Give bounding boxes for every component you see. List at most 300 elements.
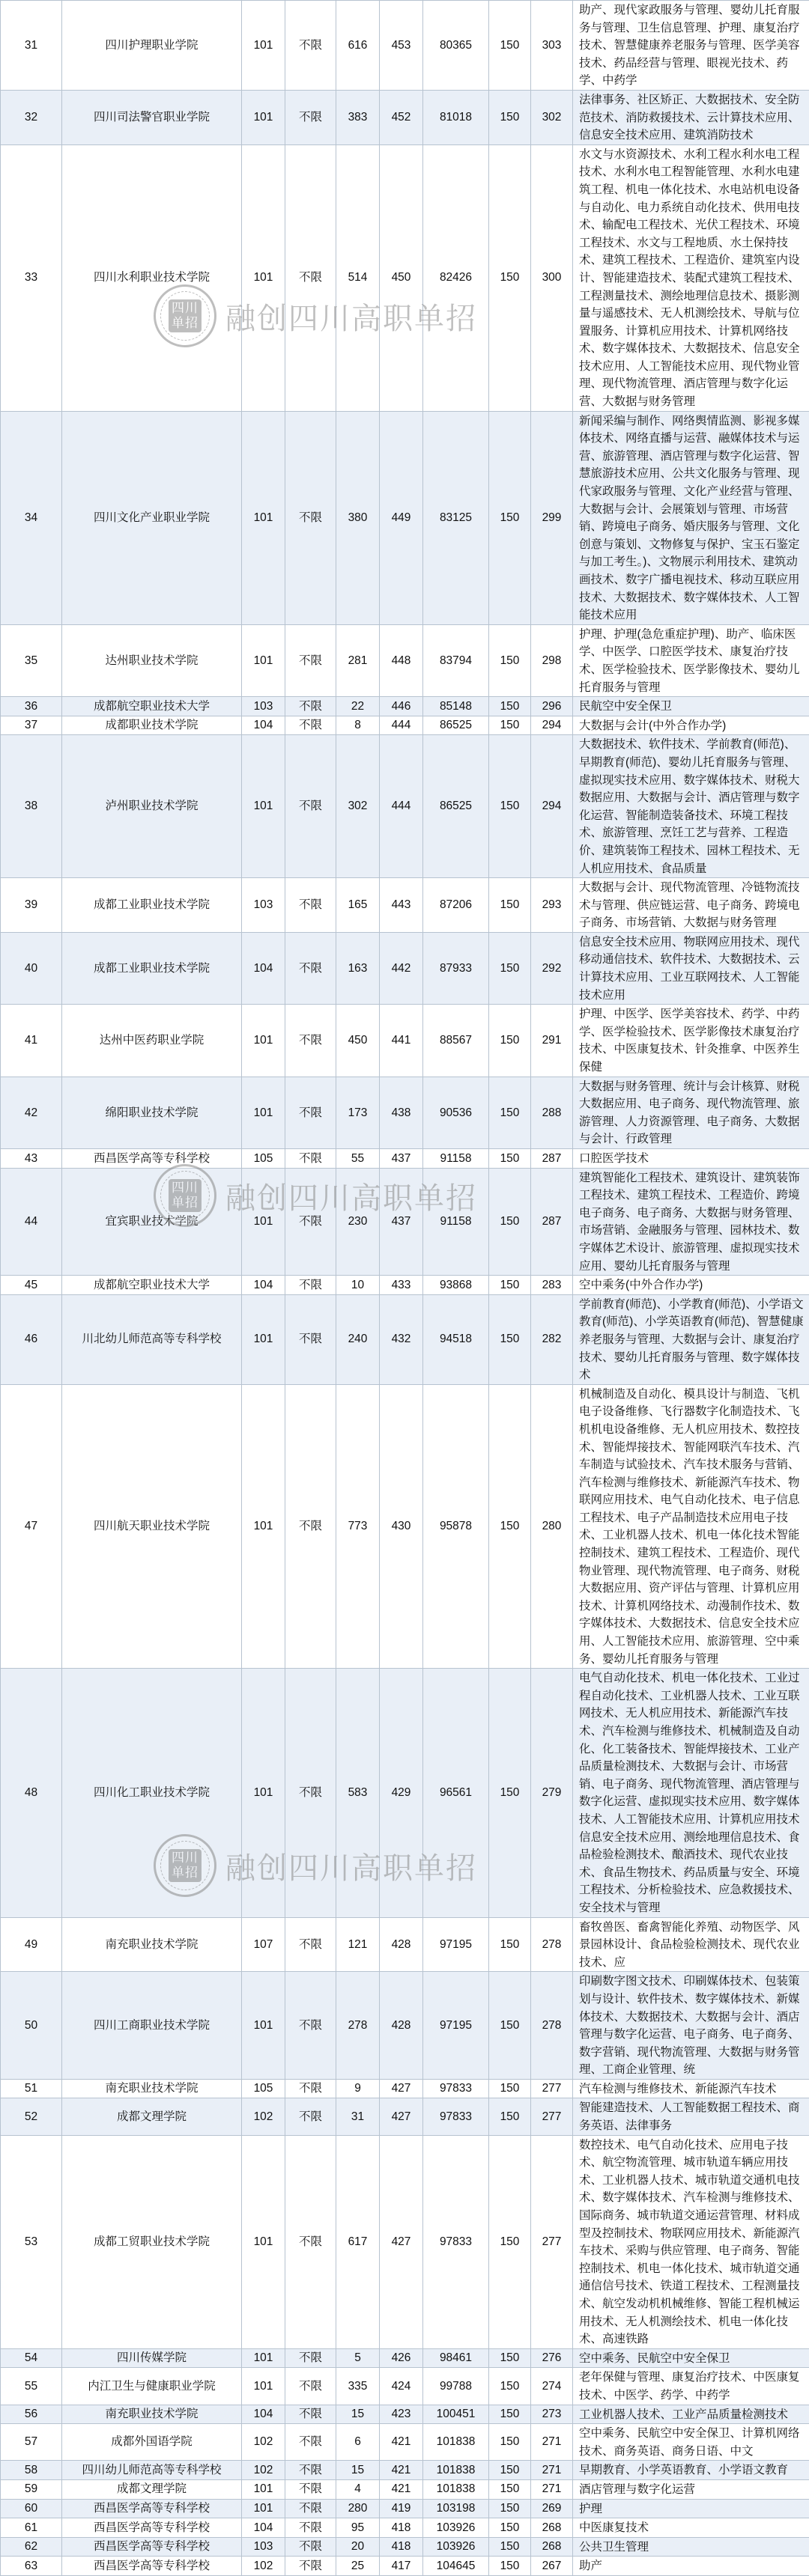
cell-majors: 信息安全技术应用、物联网应用技术、现代移动通信技术、软件技术、大数据技术、云计算技术应用、工业互联网技术、人工智能技术应用 bbox=[573, 932, 809, 1004]
cell-group-code: 105 bbox=[242, 2079, 285, 2098]
table-row bbox=[1, 1917, 809, 1972]
cell-school: 南充职业技术学院 bbox=[62, 1917, 242, 1972]
table-row bbox=[1, 932, 809, 1004]
cell-group-code: 101 bbox=[242, 2499, 285, 2518]
cell-min-rank: 97195 bbox=[423, 1972, 489, 2080]
cell-requirement: 不限 bbox=[285, 2348, 336, 2368]
cell-requirement: 不限 bbox=[285, 2557, 336, 2576]
cell-majors: 建筑智能化工程技术、建筑设计、建筑装饰工程技术、建筑工程技术、工程造价、跨境电子商务、电子商务、大数据与财务管理、市场营销、金融服务与管理、园林技术、数字媒体艺术设计、旅游管理、虚拟现实技术应用、婴幼儿托育服务与管理 bbox=[573, 1168, 809, 1276]
cell-min-score: 418 bbox=[380, 2518, 423, 2538]
cell-requirement: 不限 bbox=[285, 1669, 336, 1917]
cell-school: 成都文理学院 bbox=[62, 2479, 242, 2499]
cell-other-score: 271 bbox=[531, 2479, 573, 2499]
cell-full-score: 150 bbox=[489, 1149, 531, 1169]
cell-plan-count: 281 bbox=[336, 624, 380, 696]
cell-min-score: 433 bbox=[380, 1276, 423, 1295]
cell-full-score: 150 bbox=[489, 878, 531, 933]
cell-school: 西昌医学高等专科学校 bbox=[62, 2557, 242, 2576]
cell-majors: 老年保健与管理、康复治疗技术、中医康复技术、中医学、药学、中药学 bbox=[573, 2368, 809, 2405]
cell-school: 成都航空职业技术大学 bbox=[62, 697, 242, 716]
watermark-text: 融创四川高职单招 bbox=[225, 1175, 477, 1217]
cell-requirement: 不限 bbox=[285, 735, 336, 878]
cell-full-score: 150 bbox=[489, 1972, 531, 2080]
cell-school: 南充职业技术学院 bbox=[62, 2405, 242, 2424]
cell-majors: 机械制造及自动化、模具设计与制造、飞机电子设备维修、飞行器数字化制造技术、飞机机电设备维修、无人机应用技术、数控技术、智能焊接技术、智能网联汽车技术、汽车制造与试验技术、汽车技术服务与营销、汽车检测与维修技术、新能源汽车技术、物联网应用技术、电气自动化技术、电子信息工程技术、电子产品制造技术应用电子技术、工业机器人技术、机电一体化技术智能控制技术、建筑工程技术、工程造价、现代物业管理、现代物流管理、电子商务、财税大数据应用、资产评估与管理、计算机应用技术、计算机网络技术、动漫制作技术、数字媒体技术、大数据技术、信息安全技术应用、人工智能技术应用、旅游管理、空中乘务、婴幼儿托育服务与管理 bbox=[573, 1384, 809, 1669]
cell-number: 32 bbox=[1, 90, 62, 144]
cell-min-score: 438 bbox=[380, 1077, 423, 1148]
cell-min-score: 421 bbox=[380, 2461, 423, 2480]
cell-plan-count: 165 bbox=[336, 878, 380, 933]
cell-min-rank: 98461 bbox=[423, 2348, 489, 2368]
cell-number: 63 bbox=[1, 2557, 62, 2576]
table-row bbox=[1, 2557, 809, 2576]
cell-school: 绵阳职业技术学院 bbox=[62, 1077, 242, 1148]
cell-requirement: 不限 bbox=[285, 1384, 336, 1669]
table-row bbox=[1, 2499, 809, 2518]
cell-school: 成都文理学院 bbox=[62, 2098, 242, 2135]
cell-full-score: 150 bbox=[489, 1, 531, 91]
cell-group-code: 101 bbox=[242, 1669, 285, 1917]
cell-requirement: 不限 bbox=[285, 932, 336, 1004]
cell-min-rank: 91158 bbox=[423, 1149, 489, 1169]
cell-other-score: 287 bbox=[531, 1149, 573, 1169]
cell-full-score: 150 bbox=[489, 2098, 531, 2135]
cell-school: 成都工业职业技术学院 bbox=[62, 932, 242, 1004]
table-row bbox=[1, 2348, 809, 2368]
cell-plan-count: 383 bbox=[336, 90, 380, 144]
cell-other-score: 268 bbox=[531, 2518, 573, 2538]
cell-full-score: 150 bbox=[489, 411, 531, 624]
cell-group-code: 103 bbox=[242, 697, 285, 716]
cell-group-code: 104 bbox=[242, 2518, 285, 2538]
cell-school: 西昌医学高等专科学校 bbox=[62, 2518, 242, 2538]
cell-other-score: 278 bbox=[531, 1972, 573, 2080]
cell-school: 四川水利职业技术学院 bbox=[62, 144, 242, 411]
cell-min-score: 453 bbox=[380, 1, 423, 91]
cell-group-code: 101 bbox=[242, 2348, 285, 2368]
cell-plan-count: 95 bbox=[336, 2518, 380, 2538]
cell-number: 61 bbox=[1, 2518, 62, 2538]
cell-other-score: 294 bbox=[531, 716, 573, 735]
cell-number: 50 bbox=[1, 1972, 62, 2080]
cell-min-rank: 87206 bbox=[423, 878, 489, 933]
cell-plan-count: 4 bbox=[336, 2479, 380, 2499]
cell-number: 31 bbox=[1, 1, 62, 91]
cell-number: 46 bbox=[1, 1294, 62, 1384]
cell-requirement: 不限 bbox=[285, 2405, 336, 2424]
cell-group-code: 105 bbox=[242, 1149, 285, 1169]
table-row bbox=[1, 624, 809, 696]
cell-majors: 空中乘务、民航空中安全保卫、计算机网络技术、商务英语、商务日语、中文 bbox=[573, 2424, 809, 2461]
cell-requirement: 不限 bbox=[285, 1168, 336, 1276]
cell-requirement: 不限 bbox=[285, 2479, 336, 2499]
cell-other-score: 300 bbox=[531, 144, 573, 411]
cell-school: 西昌医学高等专科学校 bbox=[62, 2499, 242, 2518]
cell-school: 南充职业技术学院 bbox=[62, 2079, 242, 2098]
cell-number: 52 bbox=[1, 2098, 62, 2135]
cell-requirement: 不限 bbox=[285, 1276, 336, 1295]
cell-min-score: 428 bbox=[380, 1972, 423, 2080]
cell-other-score: 280 bbox=[531, 1384, 573, 1669]
cell-other-score: 294 bbox=[531, 735, 573, 878]
cell-majors: 护理 bbox=[573, 2499, 809, 2518]
cell-group-code: 101 bbox=[242, 411, 285, 624]
cell-group-code: 101 bbox=[242, 624, 285, 696]
cell-school: 西昌医学高等专科学校 bbox=[62, 1149, 242, 1169]
cell-plan-count: 280 bbox=[336, 2499, 380, 2518]
cell-full-score: 150 bbox=[489, 1077, 531, 1148]
table-row bbox=[1, 878, 809, 933]
table-row bbox=[1, 2368, 809, 2405]
cell-majors: 印刷数字图文技术、印刷媒体技术、包装策划与设计、软件技术、数字媒体技术、新媒体技术、大数据技术、大数据与会计、酒店管理与数字化运营、电子商务、电子商务、数字营销、现代物流管理、大数据与财务管理、工商企业管理、统 bbox=[573, 1972, 809, 2080]
cell-number: 42 bbox=[1, 1077, 62, 1148]
cell-group-code: 101 bbox=[242, 1168, 285, 1276]
cell-plan-count: 5 bbox=[336, 2348, 380, 2368]
cell-min-rank: 103926 bbox=[423, 2518, 489, 2538]
cell-number: 54 bbox=[1, 2348, 62, 2368]
cell-plan-count: 15 bbox=[336, 2461, 380, 2480]
cell-full-score: 150 bbox=[489, 2368, 531, 2405]
cell-number: 44 bbox=[1, 1168, 62, 1276]
cell-school: 宜宾职业技术学院 bbox=[62, 1168, 242, 1276]
cell-other-score: 296 bbox=[531, 697, 573, 716]
cell-min-score: 421 bbox=[380, 2479, 423, 2499]
cell-min-score: 427 bbox=[380, 2079, 423, 2098]
cell-min-score: 432 bbox=[380, 1294, 423, 1384]
cell-min-rank: 93868 bbox=[423, 1276, 489, 1295]
cell-group-code: 107 bbox=[242, 1917, 285, 1972]
cell-min-rank: 97833 bbox=[423, 2135, 489, 2348]
cell-majors: 民航空中安全保卫 bbox=[573, 697, 809, 716]
cell-majors: 中医康复技术 bbox=[573, 2518, 809, 2538]
cell-group-code: 102 bbox=[242, 2461, 285, 2480]
cell-plan-count: 616 bbox=[336, 1, 380, 91]
cell-majors: 公共卫生管理 bbox=[573, 2537, 809, 2557]
cell-number: 35 bbox=[1, 624, 62, 696]
cell-min-rank: 97833 bbox=[423, 2079, 489, 2098]
cell-requirement: 不限 bbox=[285, 2098, 336, 2135]
cell-group-code: 104 bbox=[242, 932, 285, 1004]
table-row bbox=[1, 2098, 809, 2135]
cell-plan-count: 8 bbox=[336, 716, 380, 735]
cell-other-score: 303 bbox=[531, 1, 573, 91]
cell-requirement: 不限 bbox=[285, 697, 336, 716]
cell-school: 内江卫生与健康职业学院 bbox=[62, 2368, 242, 2405]
table-row bbox=[1, 1, 809, 91]
cell-group-code: 101 bbox=[242, 1, 285, 91]
cell-school: 四川化工职业技术学院 bbox=[62, 1669, 242, 1917]
cell-min-rank: 80365 bbox=[423, 1, 489, 91]
cell-number: 33 bbox=[1, 144, 62, 411]
cell-number: 59 bbox=[1, 2479, 62, 2499]
cell-other-score: 268 bbox=[531, 2537, 573, 2557]
cell-number: 62 bbox=[1, 2537, 62, 2557]
cell-min-rank: 94518 bbox=[423, 1294, 489, 1384]
cell-other-score: 269 bbox=[531, 2499, 573, 2518]
cell-min-rank: 81018 bbox=[423, 90, 489, 144]
cell-full-score: 150 bbox=[489, 2079, 531, 2098]
table-row bbox=[1, 2424, 809, 2461]
cell-majors: 水文与水资源技术、水利工程水利水电工程技术、水利水电工程智能管理、水利水电建筑工程、机电一体化技术、水电站机电设备与自动化、电力系统自动化技术、供用电技术、输配电工程技术、光伏工程技术、环境工程技术、水文与工程地质、水土保持技术、建筑工程技术、工程造价、建筑室内设计、智能建造技术、装配式建筑工程技术、工程测量技术、测绘地理信息技术、摄影测量与遥感技术、无人机测绘技术、导航与位置服务、计算机应用技术、计算机网络技术、数字媒体技术、大数据技术、信息安全技术应用、人工智能技术应用、现代物业管理、现代物流管理、酒店管理与数字化运营、大数据与财务管理 bbox=[573, 144, 809, 411]
cell-min-score: 419 bbox=[380, 2499, 423, 2518]
cell-min-rank: 97833 bbox=[423, 2098, 489, 2135]
cell-majors: 新闻采编与制作、网络舆情监测、影视多媒体技术、网络直播与运营、融媒体技术与运营、旅游管理、酒店管理与数字化运营、智慧旅游技术应用、公共文化服务与管理、现代家政服务与管理、文化产业经营与管理、大数据与会计、会展策划与管理、市场营销、跨境电子商务、婚庆服务与管理、文化创意与策划、文物修复与保护、宝玉石鉴定与加工考生。)、文物展示利用技术、建筑动画技术、数字广播电视技术、移动互联应用技术、大数据技术、数字媒体技术、人工智能技术应用 bbox=[573, 411, 809, 624]
cell-plan-count: 240 bbox=[336, 1294, 380, 1384]
cell-plan-count: 22 bbox=[336, 697, 380, 716]
cell-number: 45 bbox=[1, 1276, 62, 1295]
cell-school: 达州中医药职业学院 bbox=[62, 1005, 242, 1077]
cell-min-score: 437 bbox=[380, 1168, 423, 1276]
cell-full-score: 150 bbox=[489, 2479, 531, 2499]
cell-plan-count: 450 bbox=[336, 1005, 380, 1077]
cell-group-code: 101 bbox=[242, 1005, 285, 1077]
cell-number: 41 bbox=[1, 1005, 62, 1077]
cell-min-score: 426 bbox=[380, 2348, 423, 2368]
cell-school: 西昌医学高等专科学校 bbox=[62, 2537, 242, 2557]
table-row bbox=[1, 2461, 809, 2480]
cell-min-score: 430 bbox=[380, 1384, 423, 1669]
cell-min-score: 448 bbox=[380, 624, 423, 696]
cell-majors: 学前教育(师范)、小学教育(师范)、小学语文教育(师范)、小学英语教育(师范)、智慧健康养老服务与管理、大数据与会计、康复治疗技术、婴幼儿托育服务与管理、数字媒体技术 bbox=[573, 1294, 809, 1384]
cell-majors: 数控技术、电气自动化技术、应用电子技术、航空物流管理、城市轨道车辆应用技术、工业机器人技术、城市轨道交通机电技术、数字媒体技术、汽车检测与维修技术、国际商务、城市轨道交通运营管理、材料成型及控制技术、物联网应用技术、新能源汽车技术、采购与供应管理、电子商务、智能控制技术、机电一体化技术、城市轨道交通通信信号技术、铁道工程技术、工程测量技术、航空发动机机械维修、智能工程机械运用技术、无人机测绘技术、机电一体化技术、高速铁路 bbox=[573, 2135, 809, 2348]
cell-number: 43 bbox=[1, 1149, 62, 1169]
cell-majors: 早期教育、小学英语教育、小学语文教育 bbox=[573, 2461, 809, 2480]
cell-number: 36 bbox=[1, 697, 62, 716]
cell-min-rank: 86525 bbox=[423, 716, 489, 735]
cell-number: 48 bbox=[1, 1669, 62, 1917]
cell-number: 55 bbox=[1, 2368, 62, 2405]
cell-min-score: 421 bbox=[380, 2424, 423, 2461]
table-row bbox=[1, 1276, 809, 1295]
table-row bbox=[1, 2518, 809, 2538]
cell-min-rank: 100451 bbox=[423, 2405, 489, 2424]
cell-number: 40 bbox=[1, 932, 62, 1004]
cell-plan-count: 9 bbox=[336, 2079, 380, 2098]
cell-other-score: 271 bbox=[531, 2424, 573, 2461]
cell-requirement: 不限 bbox=[285, 2499, 336, 2518]
cell-school: 四川传媒学院 bbox=[62, 2348, 242, 2368]
cell-plan-count: 335 bbox=[336, 2368, 380, 2405]
cell-min-score: 441 bbox=[380, 1005, 423, 1077]
cell-plan-count: 10 bbox=[336, 1276, 380, 1295]
cell-full-score: 150 bbox=[489, 2518, 531, 2538]
cell-min-rank: 88567 bbox=[423, 1005, 489, 1077]
watermark-text: 融创四川高职单招 bbox=[225, 295, 477, 338]
cell-full-score: 150 bbox=[489, 1294, 531, 1384]
table-row bbox=[1, 2537, 809, 2557]
cell-number: 37 bbox=[1, 716, 62, 735]
cell-group-code: 101 bbox=[242, 144, 285, 411]
cell-majors: 大数据技术、软件技术、学前教育(师范)、早期教育(师范)、婴幼儿托育服务与管理、虚拟现实技术应用、数字媒体技术、财税大数据应用、大数据与会计、酒店管理与数字化运营、智能制造装备技术、环境工程技术、旅游管理、烹饪工艺与营养、工程造价、建筑装饰工程技术、园林工程技术、无人机应用技术、食品质量 bbox=[573, 735, 809, 878]
cell-number: 58 bbox=[1, 2461, 62, 2480]
cell-full-score: 150 bbox=[489, 1276, 531, 1295]
table-row bbox=[1, 1149, 809, 1169]
cell-full-score: 150 bbox=[489, 932, 531, 1004]
cell-group-code: 104 bbox=[242, 2405, 285, 2424]
cell-min-score: 449 bbox=[380, 411, 423, 624]
cell-group-code: 101 bbox=[242, 1294, 285, 1384]
cell-plan-count: 514 bbox=[336, 144, 380, 411]
cell-other-score: 291 bbox=[531, 1005, 573, 1077]
cell-requirement: 不限 bbox=[285, 624, 336, 696]
cell-plan-count: 617 bbox=[336, 2135, 380, 2348]
cell-requirement: 不限 bbox=[285, 2079, 336, 2098]
cell-plan-count: 380 bbox=[336, 411, 380, 624]
table-row bbox=[1, 144, 809, 411]
cell-full-score: 150 bbox=[489, 2537, 531, 2557]
cell-min-rank: 83794 bbox=[423, 624, 489, 696]
cell-min-rank: 83125 bbox=[423, 411, 489, 624]
cell-other-score: 299 bbox=[531, 411, 573, 624]
cell-min-rank: 95878 bbox=[423, 1384, 489, 1669]
watermark-seal-text: 四川单招 bbox=[169, 299, 202, 332]
table-row bbox=[1, 1168, 809, 1276]
cell-school: 成都工业职业技术学院 bbox=[62, 878, 242, 933]
cell-majors: 助产、现代家政服务与管理、婴幼儿托育服务与管理、卫生信息管理、护理、康复治疗技术、智慧健康养老服务与管理、医学美容技术、药品经营与管理、眼视光技术、药学、中药学 bbox=[573, 1, 809, 91]
cell-requirement: 不限 bbox=[285, 144, 336, 411]
cell-full-score: 150 bbox=[489, 624, 531, 696]
cell-majors: 助产 bbox=[573, 2557, 809, 2576]
cell-min-score: 443 bbox=[380, 878, 423, 933]
cell-majors: 畜牧兽医、畜禽智能化养殖、动物医学、风景园林设计、食品检验检测技术、现代农业技术、应 bbox=[573, 1917, 809, 1972]
cell-min-rank: 82426 bbox=[423, 144, 489, 411]
cell-full-score: 150 bbox=[489, 1005, 531, 1077]
cell-number: 49 bbox=[1, 1917, 62, 1972]
cell-other-score: 277 bbox=[531, 2135, 573, 2348]
cell-requirement: 不限 bbox=[285, 2368, 336, 2405]
cell-school: 四川司法警官职业学院 bbox=[62, 90, 242, 144]
cell-group-code: 102 bbox=[242, 2098, 285, 2135]
table-row bbox=[1, 2479, 809, 2499]
cell-group-code: 101 bbox=[242, 1077, 285, 1148]
cell-plan-count: 163 bbox=[336, 932, 380, 1004]
cell-group-code: 101 bbox=[242, 1384, 285, 1669]
cell-requirement: 不限 bbox=[285, 1294, 336, 1384]
cell-requirement: 不限 bbox=[285, 1149, 336, 1169]
cell-other-score: 288 bbox=[531, 1077, 573, 1148]
cell-min-score: 424 bbox=[380, 2368, 423, 2405]
cell-requirement: 不限 bbox=[285, 1005, 336, 1077]
cell-number: 60 bbox=[1, 2499, 62, 2518]
cell-requirement: 不限 bbox=[285, 2424, 336, 2461]
cell-min-rank: 101838 bbox=[423, 2424, 489, 2461]
cell-min-score: 450 bbox=[380, 144, 423, 411]
table-row bbox=[1, 411, 809, 624]
cell-other-score: 282 bbox=[531, 1294, 573, 1384]
table-row bbox=[1, 716, 809, 735]
cell-group-code: 104 bbox=[242, 1276, 285, 1295]
cell-plan-count: 302 bbox=[336, 735, 380, 878]
table-row bbox=[1, 697, 809, 716]
cell-min-score: 423 bbox=[380, 2405, 423, 2424]
cell-requirement: 不限 bbox=[285, 2461, 336, 2480]
cell-min-score: 417 bbox=[380, 2557, 423, 2576]
cell-requirement: 不限 bbox=[285, 2135, 336, 2348]
cell-min-rank: 103926 bbox=[423, 2537, 489, 2557]
cell-plan-count: 25 bbox=[336, 2557, 380, 2576]
cell-other-score: 283 bbox=[531, 1276, 573, 1295]
cell-other-score: 277 bbox=[531, 2098, 573, 2135]
cell-requirement: 不限 bbox=[285, 1077, 336, 1148]
cell-group-code: 101 bbox=[242, 2479, 285, 2499]
cell-school: 四川工商职业技术学院 bbox=[62, 1972, 242, 2080]
cell-school: 四川幼儿师范高等专科学校 bbox=[62, 2461, 242, 2480]
cell-min-score: 418 bbox=[380, 2537, 423, 2557]
cell-other-score: 287 bbox=[531, 1168, 573, 1276]
table-row bbox=[1, 1384, 809, 1669]
cell-full-score: 150 bbox=[489, 1917, 531, 1972]
cell-other-score: 292 bbox=[531, 932, 573, 1004]
cell-full-score: 150 bbox=[489, 697, 531, 716]
table-row bbox=[1, 90, 809, 144]
cell-other-score: 279 bbox=[531, 1669, 573, 1917]
cell-min-rank: 85148 bbox=[423, 697, 489, 716]
cell-full-score: 150 bbox=[489, 1669, 531, 1917]
table-row bbox=[1, 2135, 809, 2348]
cell-other-score: 298 bbox=[531, 624, 573, 696]
cell-school: 达州职业技术学院 bbox=[62, 624, 242, 696]
cell-plan-count: 230 bbox=[336, 1168, 380, 1276]
cell-majors: 大数据与财务管理、统计与会计核算、财税大数据应用、电子商务、现代物流管理、旅游管理、人力资源管理、电子商务、大数据与会计、行政管理 bbox=[573, 1077, 809, 1148]
cell-group-code: 101 bbox=[242, 2368, 285, 2405]
cell-plan-count: 6 bbox=[336, 2424, 380, 2461]
cell-group-code: 103 bbox=[242, 2537, 285, 2557]
cell-majors: 法律事务、社区矫正、大数据技术、安全防范技术、消防救援技术、云计算技术应用、信息安全技术应用、建筑消防技术 bbox=[573, 90, 809, 144]
cell-min-score: 427 bbox=[380, 2135, 423, 2348]
cell-full-score: 150 bbox=[489, 1168, 531, 1276]
cell-school: 成都外国语学院 bbox=[62, 2424, 242, 2461]
cell-majors: 护理、中医学、医学美容技术、药学、中药学、医学检验技术、医学影像技术康复治疗技术、中医康复技术、针灸推拿、中医养生保健 bbox=[573, 1005, 809, 1077]
cell-number: 53 bbox=[1, 2135, 62, 2348]
cell-full-score: 150 bbox=[489, 2461, 531, 2480]
cell-other-score: 277 bbox=[531, 2079, 573, 2098]
cell-majors: 工业机器人技术、工业产品质量检测技术 bbox=[573, 2405, 809, 2424]
cell-min-score: 427 bbox=[380, 2098, 423, 2135]
cell-plan-count: 31 bbox=[336, 2098, 380, 2135]
table-row bbox=[1, 1005, 809, 1077]
table-row bbox=[1, 1077, 809, 1148]
cell-min-rank: 90536 bbox=[423, 1077, 489, 1148]
cell-full-score: 150 bbox=[489, 2557, 531, 2576]
watermark-text: 融创四川高职单招 bbox=[225, 1845, 477, 1887]
cell-full-score: 150 bbox=[489, 2348, 531, 2368]
cell-full-score: 150 bbox=[489, 716, 531, 735]
cell-school: 川北幼儿师范高等专科学校 bbox=[62, 1294, 242, 1384]
cell-majors: 空中乘务(中外合作办学) bbox=[573, 1276, 809, 1295]
cell-plan-count: 583 bbox=[336, 1669, 380, 1917]
cell-requirement: 不限 bbox=[285, 1917, 336, 1972]
cell-full-score: 150 bbox=[489, 90, 531, 144]
cell-min-rank: 103198 bbox=[423, 2499, 489, 2518]
cell-requirement: 不限 bbox=[285, 716, 336, 735]
cell-plan-count: 173 bbox=[336, 1077, 380, 1148]
watermark-seal-text: 四川单招 bbox=[169, 1849, 202, 1882]
cell-full-score: 150 bbox=[489, 735, 531, 878]
cell-min-score: 452 bbox=[380, 90, 423, 144]
cell-min-score: 442 bbox=[380, 932, 423, 1004]
cell-plan-count: 773 bbox=[336, 1384, 380, 1669]
cell-min-rank: 91158 bbox=[423, 1168, 489, 1276]
cell-school: 成都工贸职业技术学院 bbox=[62, 2135, 242, 2348]
cell-min-rank: 86525 bbox=[423, 735, 489, 878]
cell-min-rank: 87933 bbox=[423, 932, 489, 1004]
cell-full-score: 150 bbox=[489, 2405, 531, 2424]
table-row bbox=[1, 2079, 809, 2098]
cell-majors: 电气自动化技术、机电一体化技术、工业过程自动化技术、工业机器人技术、工业互联网技术、无人机应用技术、新能源汽车技术、汽车检测与维修技术、机械制造及自动化、化工装备技术、智能焊接技术、工业产品质量检测技术、大数据与会计、市场营销、电子商务、现代物流管理、酒店管理与数字化运营、虚拟现实技术应用、数字媒体技术、人工智能技术应用、计算机应用技术信息安全技术应用、测绘地理信息技术、食品检验检测技术、酿酒技术、现代农业技术、食品生物技术、药品质量与安全、环境工程技术、分析检验技术、应急救援技术、安全技术与管理 bbox=[573, 1669, 809, 1917]
cell-full-score: 150 bbox=[489, 2499, 531, 2518]
cell-plan-count: 15 bbox=[336, 2405, 380, 2424]
cell-requirement: 不限 bbox=[285, 2518, 336, 2538]
